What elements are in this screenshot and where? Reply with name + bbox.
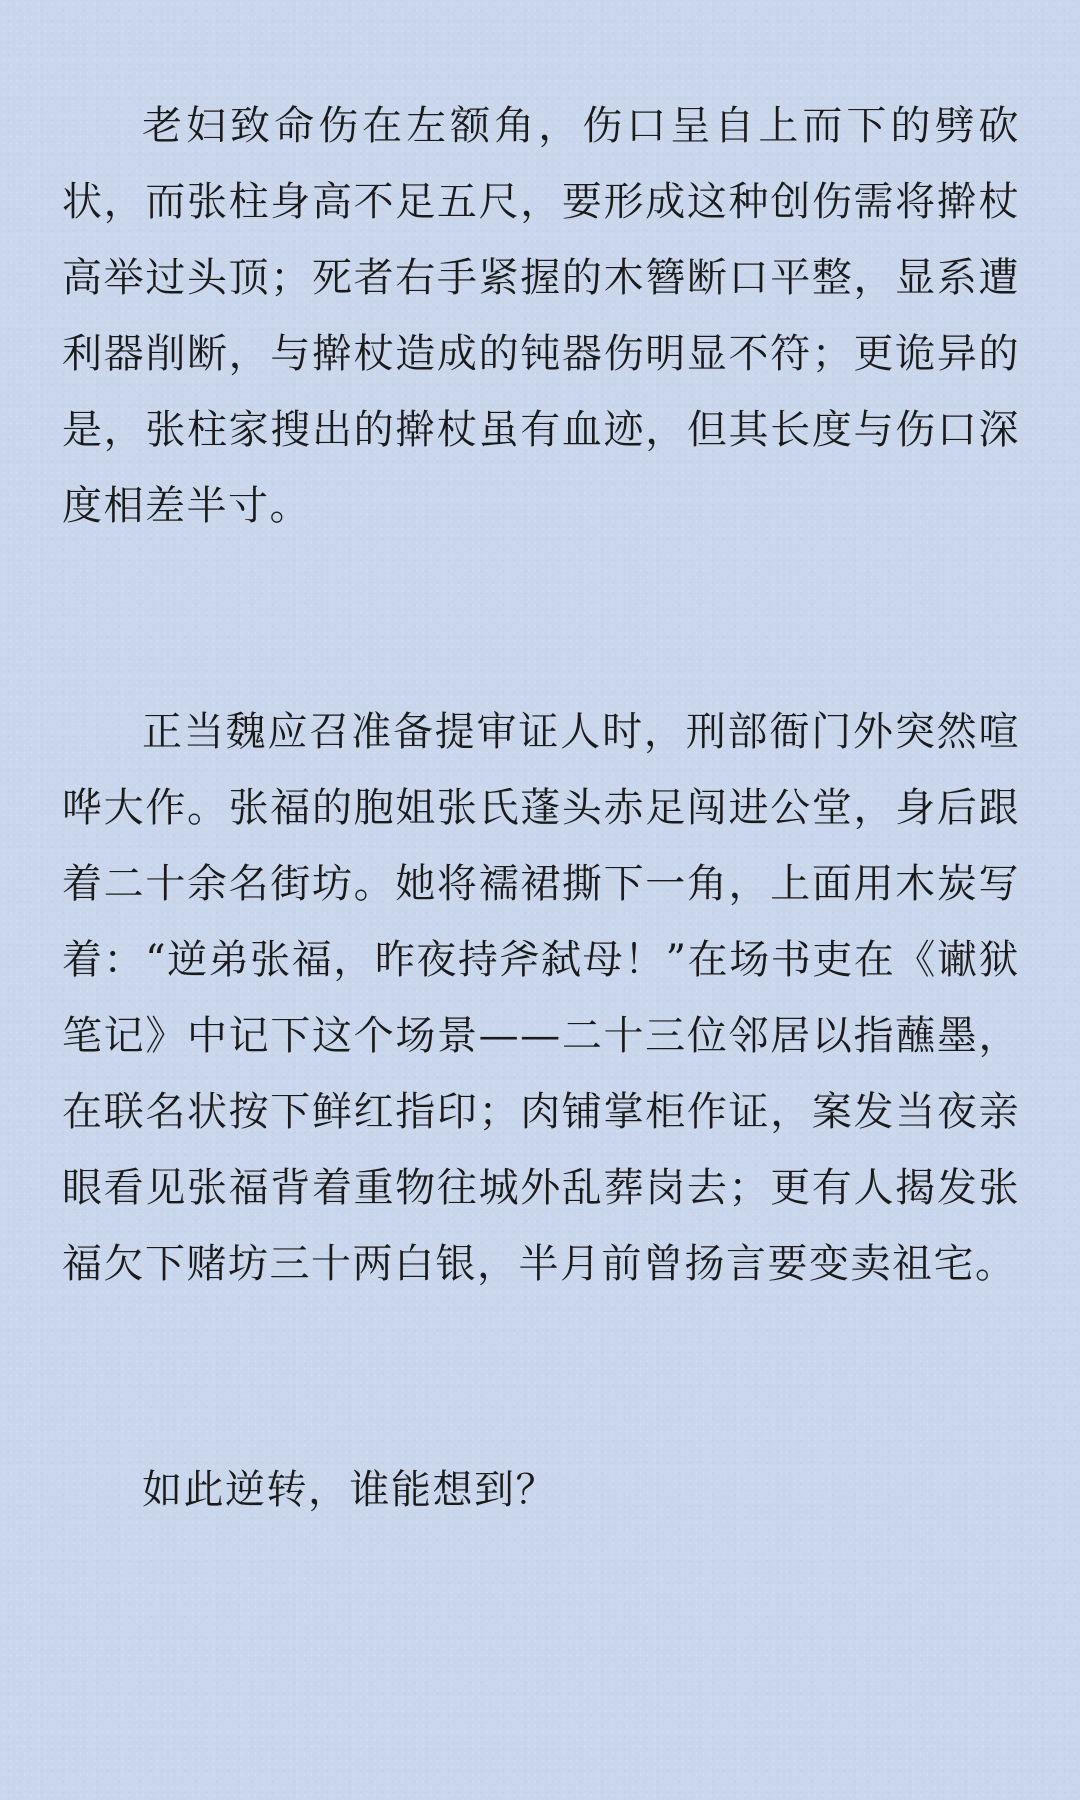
- paragraph-spacer: [62, 1302, 1020, 1452]
- paragraph-spacer: [62, 544, 1020, 694]
- paragraph-3: 如此逆转，谁能想到？: [142, 1467, 557, 1513]
- paragraph-1: 老妇致命伤在左额角，伤口呈自上而下的劈砍状，而张柱身高不足五尺，要形成这种创伤需将擀杖高举过头顶；死者右手紧握的木簪断口平整，显系遭利器削断，与擀杖造成的钝器伤明显不符；更诡异的是，张柱家搜出的擀杖虽有血迹，但其长度与伤口深度相差半寸。: [62, 103, 1020, 529]
- paragraph-2: 正当魏应召准备提审证人时，刑部衙门外突然喧哗大作。张福的胞姐张氏蓬头赤足闯进公堂，身后跟着二十余名街坊。她将襦裙撕下一角，上面用木炭写着：“逆弟张福，昨夜持斧弑母！”在场书吏在《谳狱笔记》中记下这个场景——二十三位邻居以指蘸墨，在联名状按下鲜红指印；肉铺掌柜作证，案发当夜亲眼看见张福背着重物往城外乱葬岗去；更有人揭发张福欠下赌坊三十两白银，半月前曾扬言要变卖祖宅。: [62, 709, 1020, 1287]
